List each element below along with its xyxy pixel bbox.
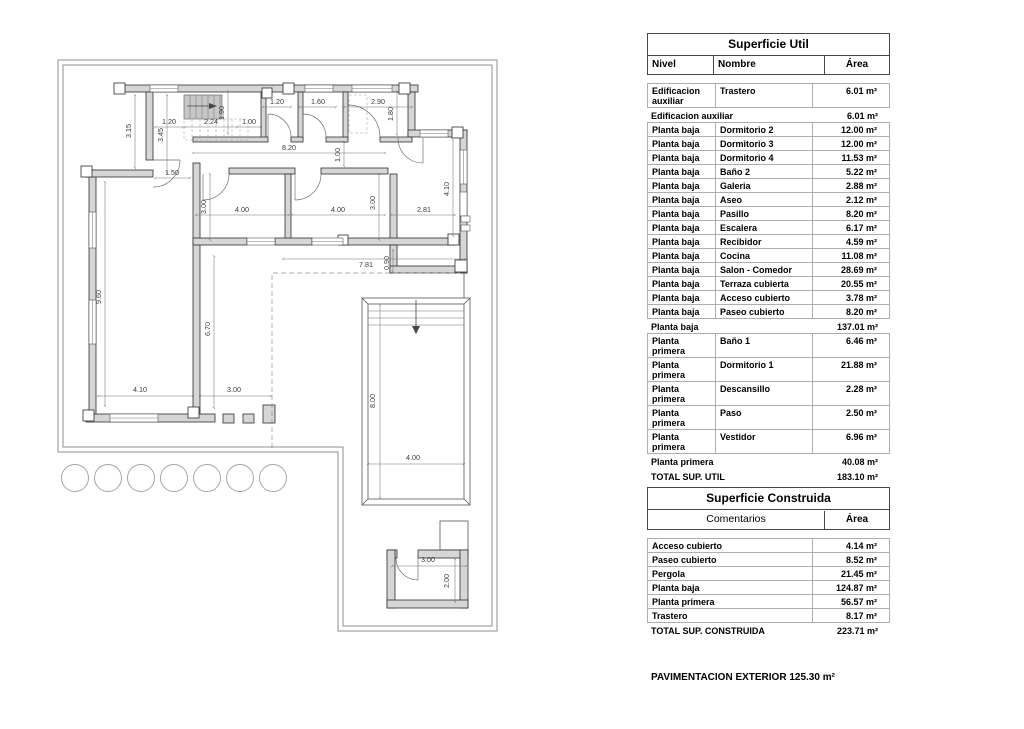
dim-label: 1.60 (311, 97, 325, 106)
dim-label: 3.00 (368, 196, 377, 210)
table-row: Planta primera Baño 1 6.46 m² (647, 333, 890, 358)
dim-label: 1.00 (242, 117, 256, 126)
table-row: Planta baja Dormitorio 2 12.00 m² (647, 122, 890, 137)
table-header (647, 56, 890, 75)
table-row: Planta baja Acceso cubierto 3.78 m² (647, 290, 890, 305)
table-total-row: TOTAL SUP. CONSTRUIDA 223.71 m² (651, 625, 878, 636)
dim-label: 1.50 (165, 168, 179, 177)
table-row: Planta baja Dormitorio 3 12.00 m² (647, 136, 890, 151)
table-row: Planta primera Vestidor 6.96 m² (647, 429, 890, 454)
table-row: Planta baja Escalera 6.17 m² (647, 220, 890, 235)
superficie-util-table (647, 33, 890, 484)
dim-label: 1.80 (386, 107, 395, 121)
dim-label: 1.20 (270, 97, 284, 106)
pavement-note: PAVIMENTACION EXTERIOR 125.30 m² (651, 672, 835, 683)
table-row: Planta baja Aseo 2.12 m² (647, 192, 890, 207)
dim-label: 8.20 (282, 143, 296, 152)
table-row: Planta baja Pasillo 8.20 m² (647, 206, 890, 221)
table-row: Edificacion auxiliar Trastero 6.01 m² (647, 83, 890, 108)
closet-dashed-outline (349, 95, 367, 133)
table-row: Planta baja Terraza cubierta 20.55 m² (647, 276, 890, 291)
site-boundary (58, 60, 497, 631)
table-row: Planta baja Galeria 2.88 m² (647, 178, 890, 193)
table-row: Planta primera Paso 2.50 m² (647, 405, 890, 430)
dim-label: 2.00 (442, 574, 451, 588)
dim-label: 4.00 (331, 205, 345, 214)
dim-label: 9.60 (94, 290, 103, 304)
dim-label: 3.00 (227, 385, 241, 394)
table-row: Planta baja Recibidor 4.59 m² (647, 234, 890, 249)
superficie-construida-table (647, 487, 890, 638)
table-body (647, 538, 890, 638)
dim-label: 4.00 (235, 205, 249, 214)
pergola-dashed-outline (272, 273, 460, 448)
dim-label: 2.81 (417, 205, 431, 214)
col-header-comentarios: Comentarios (706, 513, 766, 525)
table-row: Planta baja Dormitorio 4 11.53 m² (647, 150, 890, 165)
table-row: Pergola 21.45 m² (647, 566, 890, 581)
dim-label: 1.90 (217, 106, 226, 120)
table-row: Planta baja Cocina 11.08 m² (647, 248, 890, 263)
table-title: Superficie Util (647, 33, 890, 56)
table-row: Planta primera Descansillo 2.28 m² (647, 381, 890, 406)
table-row: Planta baja Baño 2 5.22 m² (647, 164, 890, 179)
table-subtotal-row: Edificacion auxiliar 6.01 m² (651, 110, 878, 121)
dim-label: 3.15 (124, 124, 133, 138)
col-header-nivel: Nivel (652, 59, 676, 70)
col-header-area: Área (824, 56, 889, 74)
dim-label: 0.90 (382, 256, 391, 270)
landscape-circles (62, 465, 287, 492)
dim-label: 6.70 (203, 322, 212, 336)
table-row: Planta primera Dormitorio 1 21.88 m² (647, 357, 890, 382)
dim-label: 3.00 (199, 200, 208, 214)
col-header-nombre: Nombre (713, 56, 824, 74)
dim-label: 7.81 (359, 260, 373, 269)
table-title: Superficie Construida (647, 487, 890, 510)
col-header-area: Área (824, 511, 889, 529)
table-row: Paseo cubierto 8.52 m² (647, 552, 890, 567)
dim-label: 4.10 (442, 182, 451, 196)
dim-label: 2.90 (371, 97, 385, 106)
dim-label: 4.10 (133, 385, 147, 394)
table-total-row: TOTAL SUP. UTIL 183.10 m² (651, 471, 878, 482)
dim-label: 2.24 (204, 117, 218, 126)
table-body (647, 83, 890, 484)
outbuilding (387, 521, 468, 608)
dim-label: 3.45 (156, 128, 165, 142)
building-walls (85, 85, 467, 423)
table-row: Planta baja Paseo cubierto 8.20 m² (647, 304, 890, 319)
table-row: Trastero 8.17 m² (647, 608, 890, 623)
dim-label: 1.20 (162, 117, 176, 126)
dim-label: 8.00 (368, 394, 377, 408)
table-row: Planta baja 124.87 m² (647, 580, 890, 595)
swimming-pool (362, 273, 470, 505)
table-row: Planta baja Salon - Comedor 28.69 m² (647, 262, 890, 277)
dim-label: 1.00 (333, 148, 342, 162)
dim-label: 3.00 (421, 555, 435, 564)
table-row: Planta primera 56.57 m² (647, 594, 890, 609)
table-subtotal-row: Planta primera 40.08 m² (651, 456, 878, 467)
table-header (647, 510, 890, 530)
dim-label: 4.00 (406, 453, 420, 462)
table-row: Acceso cubierto 4.14 m² (647, 538, 890, 553)
table-subtotal-row: Planta baja 137.01 m² (651, 321, 878, 332)
